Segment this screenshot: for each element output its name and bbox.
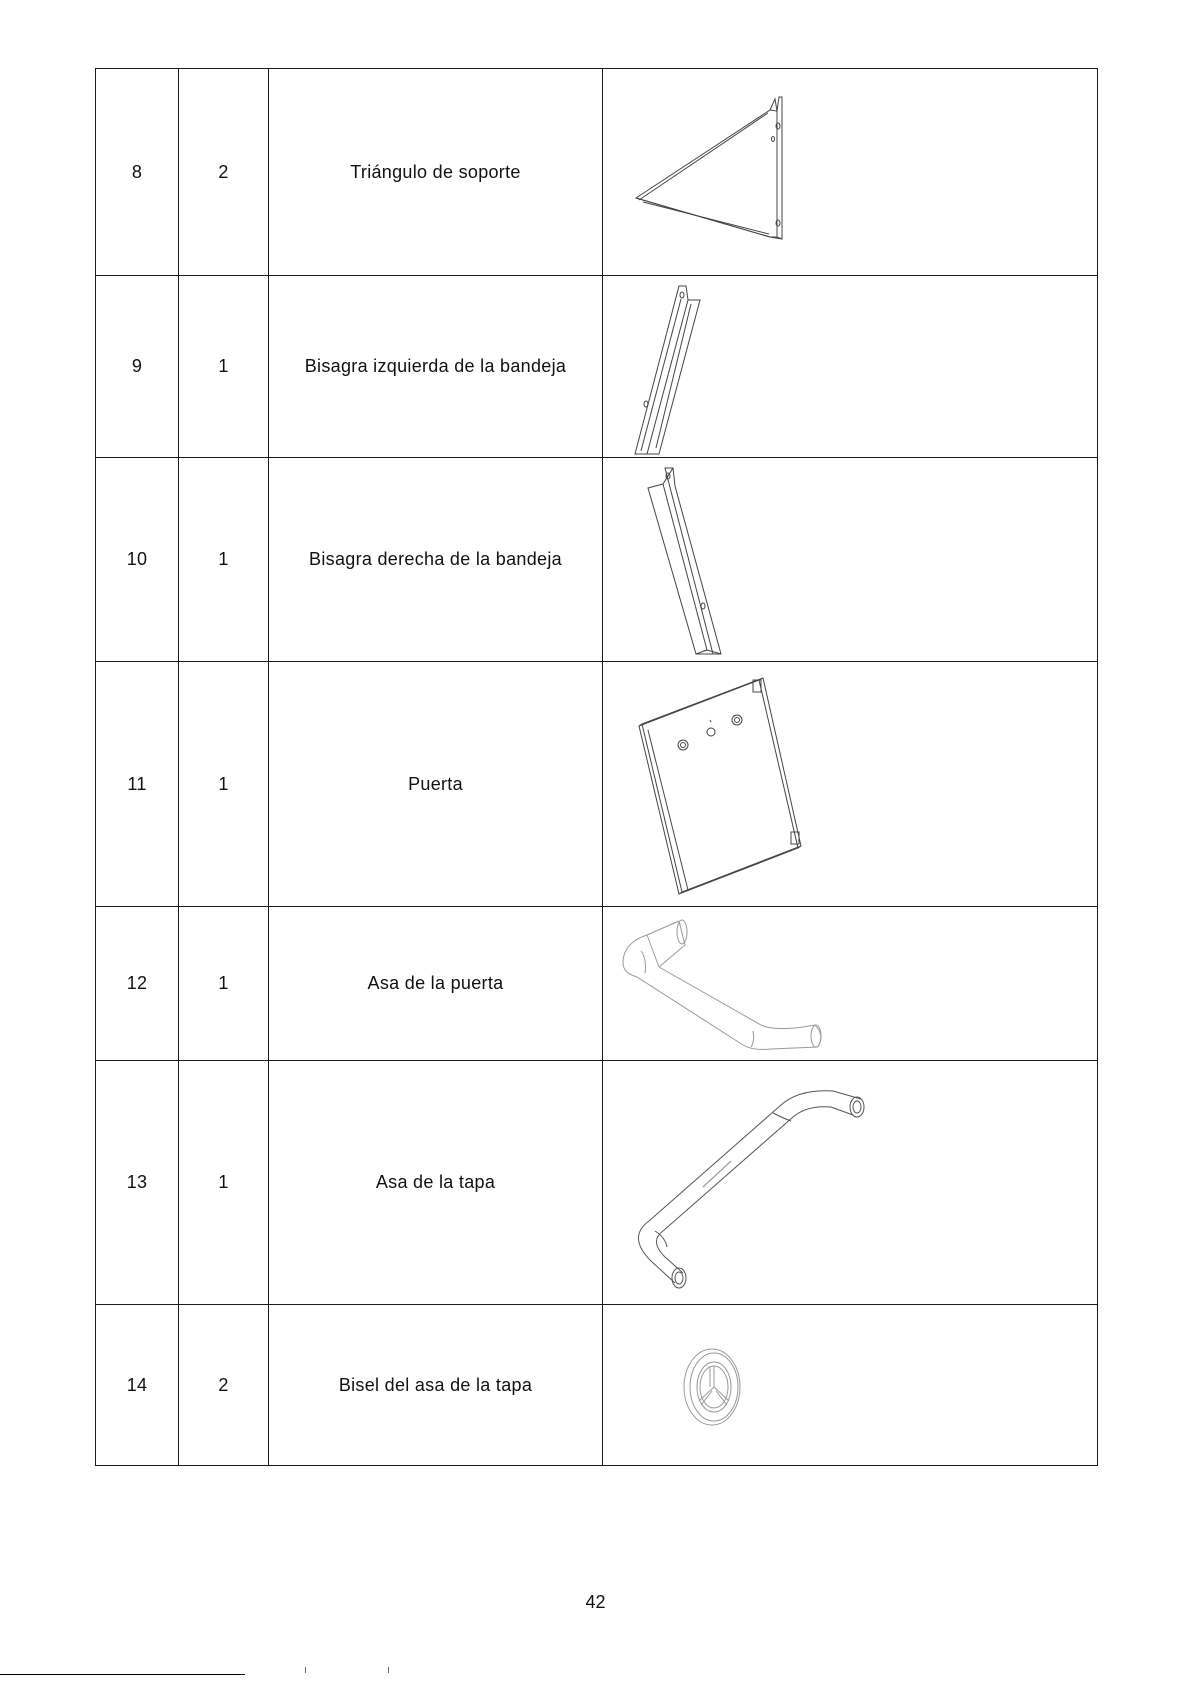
part-drawing-cell — [603, 662, 1098, 907]
part-quantity: 1 — [179, 276, 269, 458]
part-number: 13 — [96, 1061, 179, 1305]
footer-tick — [305, 1667, 306, 1673]
part-number: 11 — [96, 662, 179, 907]
part-number: 10 — [96, 458, 179, 662]
part-quantity: 1 — [179, 458, 269, 662]
triangle-bracket-drawing — [603, 69, 1098, 276]
part-description: Triángulo de soporte — [269, 69, 603, 276]
part-description: Asa de la tapa — [269, 1061, 603, 1305]
part-drawing-cell — [603, 907, 1098, 1061]
lid-handle-drawing — [603, 1061, 1098, 1305]
table-row — [96, 1305, 1098, 1466]
part-quantity: 1 — [179, 662, 269, 907]
table-row — [96, 907, 1098, 1061]
part-drawing-cell — [603, 1305, 1098, 1466]
table-row — [96, 458, 1098, 662]
right-hinge-drawing — [603, 458, 1098, 662]
part-description: Puerta — [269, 662, 603, 907]
part-number: 12 — [96, 907, 179, 1061]
left-hinge-drawing — [603, 276, 1098, 458]
part-description: Bisel del asa de la tapa — [269, 1305, 603, 1466]
table-row — [96, 69, 1098, 276]
parts-table — [95, 68, 1098, 1466]
part-description: Bisagra izquierda de la bandeja — [269, 276, 603, 458]
part-number: 14 — [96, 1305, 179, 1466]
part-quantity: 2 — [179, 1305, 269, 1466]
part-number: 8 — [96, 69, 179, 276]
part-description: Bisagra derecha de la bandeja — [269, 458, 603, 662]
part-drawing-cell — [603, 69, 1098, 276]
footer-rule — [0, 1674, 245, 1675]
part-drawing-cell — [603, 458, 1098, 662]
door-handle-drawing — [603, 907, 1098, 1061]
door-panel-drawing — [603, 662, 1098, 907]
part-description: Asa de la puerta — [269, 907, 603, 1061]
part-drawing-cell — [603, 1061, 1098, 1305]
table-row — [96, 276, 1098, 458]
part-drawing-cell — [603, 276, 1098, 458]
part-number: 9 — [96, 276, 179, 458]
footer-tick — [388, 1667, 389, 1673]
table-row — [96, 1061, 1098, 1305]
page-number: 42 — [585, 1592, 606, 1612]
part-quantity: 2 — [179, 69, 269, 276]
part-quantity: 1 — [179, 907, 269, 1061]
part-quantity: 1 — [179, 1061, 269, 1305]
table-row — [96, 662, 1098, 907]
handle-bezel-drawing — [603, 1305, 1098, 1466]
